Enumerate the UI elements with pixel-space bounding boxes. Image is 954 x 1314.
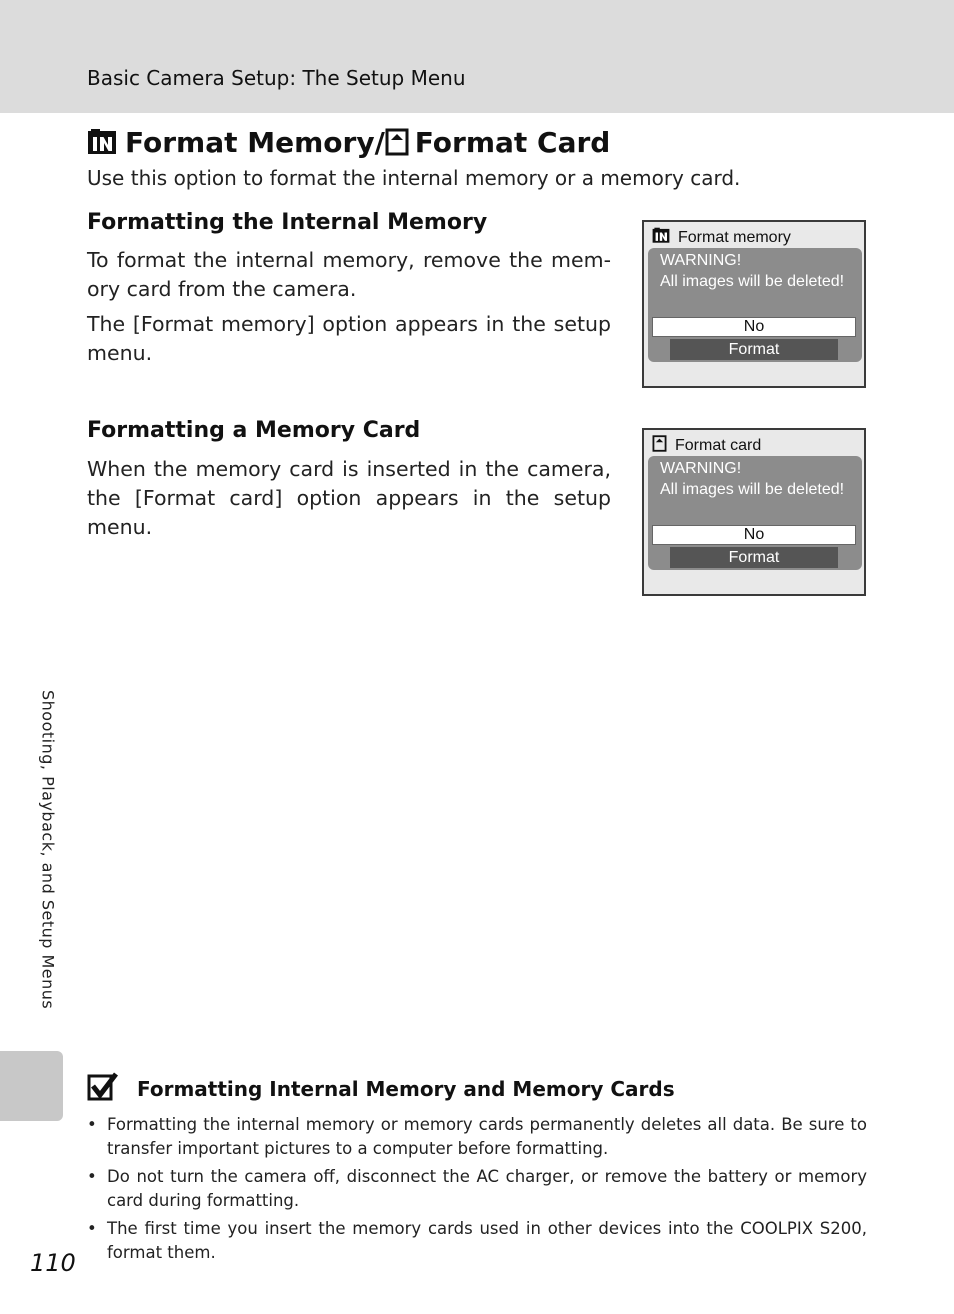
warning-label: WARNING!	[660, 460, 742, 477]
format-option[interactable]: Format	[670, 547, 838, 568]
no-option[interactable]: No	[652, 317, 856, 337]
memory-card-icon	[385, 128, 409, 156]
checkmark-icon	[87, 1072, 118, 1106]
bullet: •	[87, 1219, 97, 1238]
warning-block	[660, 250, 844, 292]
bullet: •	[87, 1167, 97, 1186]
internal-memory-heading: Formatting the Internal Memory	[87, 210, 488, 235]
screen-title-text: Format card	[675, 437, 762, 454]
memory-card-paragraph: When the memory card is inserted in the camera, the [Format card] option appears in the setup menu.	[87, 457, 611, 539]
side-tab	[0, 1051, 63, 1121]
internal-memory-icon	[652, 227, 670, 249]
screen-title-text: Format memory	[678, 229, 791, 246]
format-card-screen	[642, 428, 866, 596]
no-option[interactable]: No	[652, 525, 856, 545]
page-title-part1: Format Memory/	[125, 125, 385, 159]
page-number: 110	[30, 1249, 76, 1277]
header-band	[0, 0, 954, 113]
bullet: •	[87, 1115, 97, 1134]
screen-title	[652, 435, 761, 457]
dialog-panel	[648, 456, 862, 570]
warning-label: WARNING!	[660, 252, 742, 269]
warning-message: All images will be deleted!	[660, 481, 845, 498]
list-item	[87, 1113, 867, 1161]
format-option[interactable]: Format	[670, 339, 838, 360]
list-item	[87, 1165, 867, 1213]
note-list	[87, 1113, 867, 1269]
running-header: Basic Camera Setup: The Setup Menu	[87, 66, 466, 90]
note-item-text: The first time you insert the memory cards used in other devices into the COOLPIX S200, format them.	[107, 1219, 867, 1262]
list-item	[87, 1217, 867, 1265]
internal-memory-icon	[87, 128, 117, 156]
memory-card-icon	[652, 435, 667, 457]
format-memory-screen	[642, 220, 866, 388]
internal-memory-paragraph-2: The [Format memory] option appears in the setup menu.	[87, 312, 611, 365]
dialog-panel	[648, 248, 862, 362]
side-section-label-text: Shooting, Playback, and Setup Menus	[38, 690, 58, 1010]
warning-block	[660, 458, 844, 500]
side-section-label	[38, 690, 58, 1035]
memory-card-heading: Formatting a Memory Card	[87, 418, 421, 443]
page-title	[87, 122, 610, 162]
note-heading	[87, 1072, 675, 1106]
screen-title	[652, 227, 791, 249]
page-title-part2: Format Card	[414, 125, 611, 159]
intro-text: Use this option to format the internal memory or a memory card.	[87, 166, 741, 190]
warning-message: All images will be deleted!	[660, 273, 845, 290]
internal-memory-paragraph-1: To format the internal memory, remove the mem-ory card from the camera.	[87, 248, 611, 301]
note-item-text: Do not turn the camera off, disconnect the AC charger, or remove the battery or memory card during formatting.	[107, 1167, 867, 1210]
note-heading-text: Formatting Internal Memory and Memory Cards	[137, 1077, 675, 1101]
note-item-text: Formatting the internal memory or memory cards permanently deletes all data. Be sure to transfer important pictures to a computer before formatting.	[107, 1115, 867, 1158]
